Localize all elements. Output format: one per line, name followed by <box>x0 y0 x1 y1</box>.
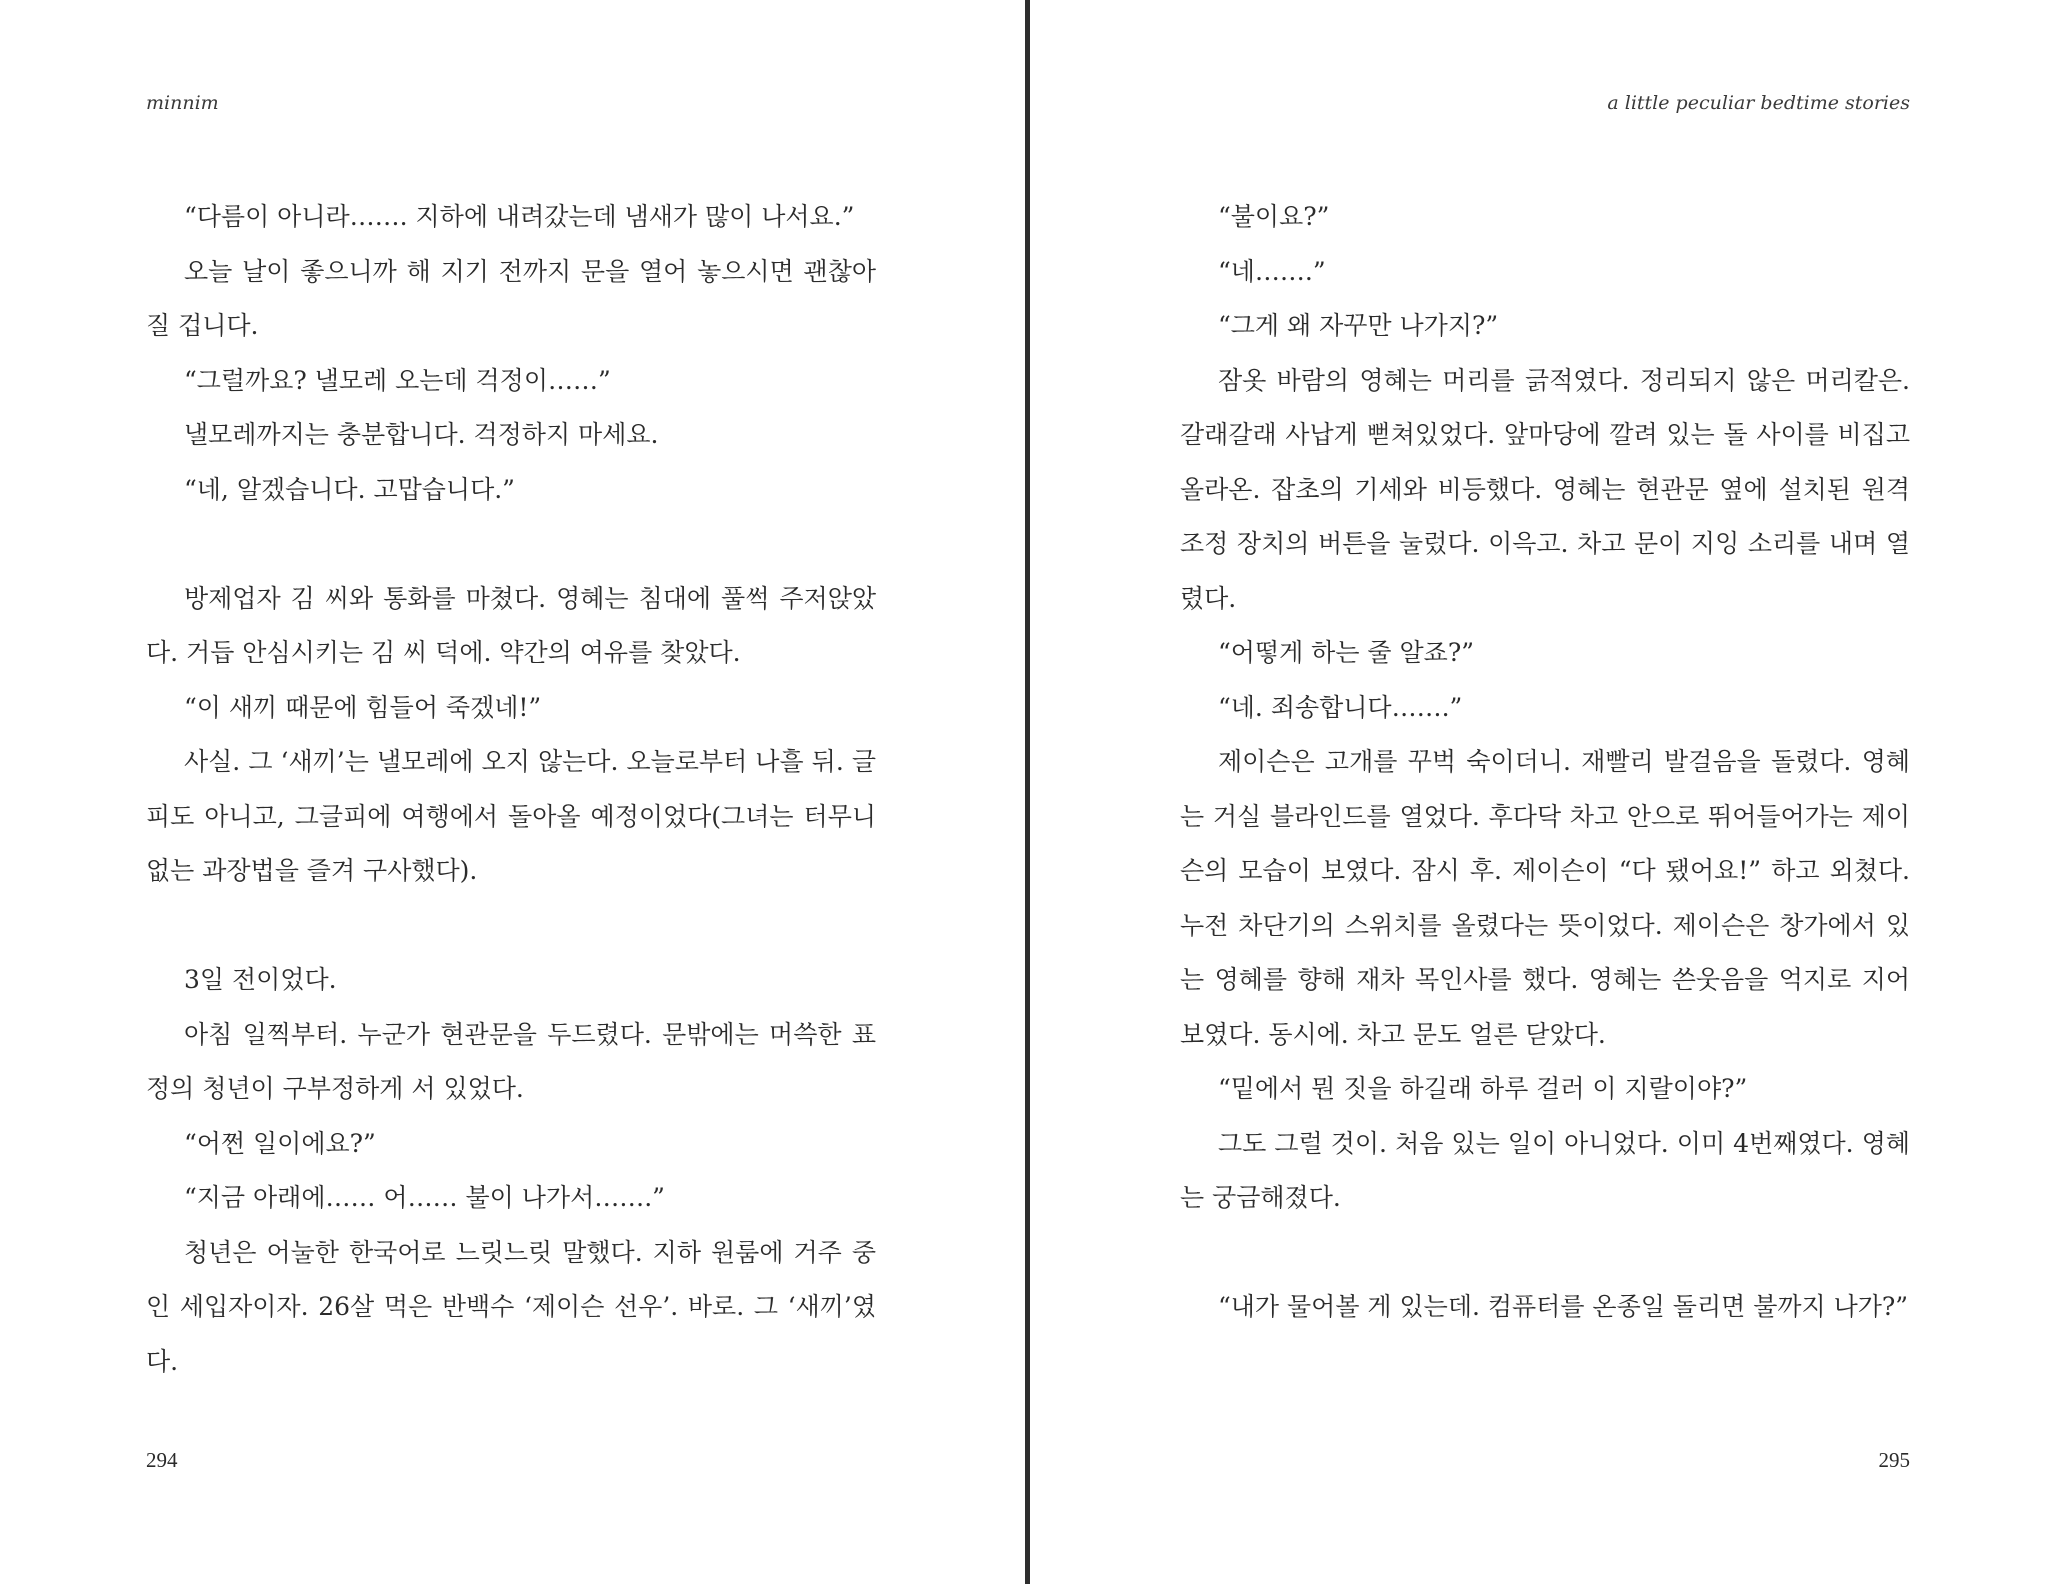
paragraph: 아침 일찍부터. 누군가 현관문을 두드렸다. 문밖에는 머쓱한 표정의 청년이 구부정하게 서 있었다. <box>146 1019 876 1103</box>
paragraph: 제이슨은 고개를 꾸벅 숙이더니. 재빨리 발걸음을 돌렸다. 영혜는 거실 블라인드를 열었다. 후다닥 차고 안으로 뛰어들어가는 제이슨의 모습이 보였다. 잠시 후. 제이슨이 “다 됐어요!” 하고 외쳤다. 누전 차단기의 스위치를 올렸다는 뜻이었다. 제이슨은 창가에서 있는 영혜를 향해 재차 목인사를 했다. 영혜는 쓴웃음을 억지로 지어 보였다. 동시에. 차고 문도 얼른 닫았다. <box>1180 747 1910 1049</box>
running-head-title: a little peculiar bedtime stories <box>1607 92 1910 114</box>
paragraph: “지금 아래에…… 어…… 불이 나가서…….” <box>184 1183 665 1212</box>
running-head-author: minnim <box>146 92 219 114</box>
page-number-right: 295 <box>1878 1448 1910 1472</box>
paragraph: 잠옷 바람의 영혜는 머리를 긁적였다. 정리되지 않은 머리칼은. 갈래갈래 사납게 뻗쳐있었다. 앞마당에 깔려 있는 돌 사이를 비집고 올라온. 잡초의 기세와 비등했다. 영혜는 현관문 옆에 설치된 원격 조정 장치의 버튼을 눌렀다. 이윽고. 차고 문이 지잉 소리를 내며 열렸다. <box>1180 365 1910 613</box>
paragraph: “그럴까요? 낼모레 오는데 걱정이……” <box>184 365 611 395</box>
left-page-text <box>146 190 876 1389</box>
paragraph: 사실. 그 ‘새끼’는 낼모레에 오지 않는다. 오늘로부터 나흘 뒤. 글피도 아니고, 그글피에 여행에서 돌아올 예정이었다(그녀는 터무니없는 과장법을 즐겨 구사했다). <box>146 747 876 885</box>
right-page <box>1180 0 1910 1584</box>
book-gutter <box>1025 0 1030 1584</box>
paragraph: “네, 알겠습니다. 고맙습니다.” <box>184 474 515 504</box>
right-page-text <box>1180 190 1910 1335</box>
paragraph: “그게 왜 자꾸만 나가지?” <box>1218 311 1499 340</box>
paragraph: 그도 그럴 것이. 처음 있는 일이 아니었다. 이미 4번째였다. 영혜는 궁금해졌다. <box>1180 1128 1910 1212</box>
paragraph: 청년은 어눌한 한국어로 느릿느릿 말했다. 지하 원룸에 거주 중인 세입자이자. 26살 먹은 반백수 ‘제이슨 선우’. 바로. 그 ‘새끼’였다. <box>146 1237 876 1376</box>
paragraph: “내가 물어볼 게 있는데. 컴퓨터를 온종일 돌리면 불까지 나가?” <box>1218 1292 1909 1321</box>
paragraph: 3일 전이었다. <box>184 965 337 994</box>
paragraph: “다름이 아니라……. 지하에 내려갔는데 냄새가 많이 나서요.” <box>184 202 855 231</box>
paragraph: “어쩐 일이에요?” <box>184 1128 376 1158</box>
paragraph: “밑에서 뭔 짓을 하길래 하루 걸러 이 지랄이야?” <box>1218 1074 1748 1103</box>
paragraph: “이 새끼 때문에 힘들어 죽겠네!” <box>184 692 542 722</box>
paragraph: 오늘 날이 좋으니까 해 지기 전까지 문을 열어 놓으시면 괜찮아 질 겁니다. <box>146 256 876 340</box>
paragraph: 낼모레까지는 충분합니다. 걱정하지 마세요. <box>184 420 659 449</box>
page-number-left: 294 <box>146 1448 178 1472</box>
paragraph: “네…….” <box>1218 256 1326 286</box>
left-page <box>146 0 876 1584</box>
paragraph: “불이요?” <box>1218 202 1330 231</box>
paragraph: 방제업자 김 씨와 통화를 마쳤다. 영혜는 침대에 풀썩 주저앉았다. 거듭 안심시키는 김 씨 덕에. 약간의 여유를 찾았다. <box>146 583 876 667</box>
paragraph: “어떻게 하는 줄 알죠?” <box>1218 638 1475 667</box>
paragraph: “네. 죄송합니다…….” <box>1218 692 1463 722</box>
